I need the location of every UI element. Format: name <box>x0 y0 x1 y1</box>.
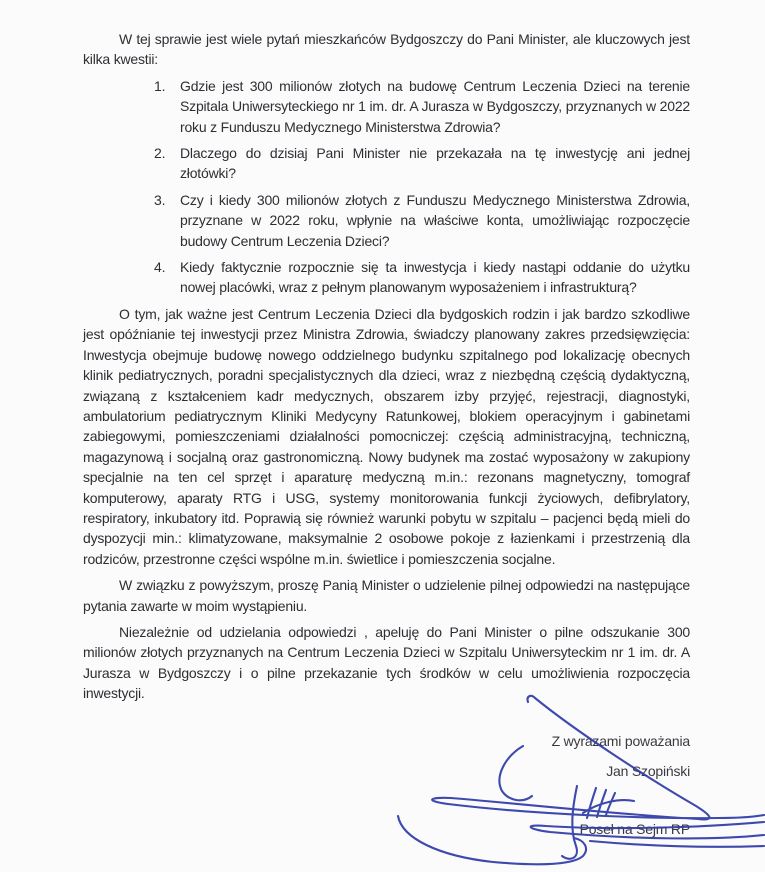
list-item-number: 3. <box>154 191 166 208</box>
body-paragraph-appeal: Niezależnie od udzielania odpowiedzi , apeluję do Pani Minister o pilne odszukanie 300 milionów złotych przyznanych na Centrum Leczenia Dzieci w Szpitalu Uniwersyteckim nr 1 im. dr. A Jurasza w Bydgoszczy i o pilne przekazanie tych środków w celu umożliwienia rozpoczęcia inwestycji. <box>83 623 690 702</box>
closing-salutation: Z wyrazami poważania <box>551 733 690 749</box>
list-item <box>154 76 690 137</box>
list-item <box>154 257 690 298</box>
questions-list <box>154 76 690 298</box>
list-item <box>154 190 690 251</box>
list-item-number: 2. <box>154 145 166 162</box>
handwritten-signature-icon <box>378 688 765 872</box>
list-item-number: 4. <box>154 259 166 276</box>
signer-title: Poseł na Sejm RP <box>579 821 690 837</box>
list-item-number: 1. <box>154 77 166 94</box>
list-item <box>154 143 690 184</box>
body-paragraph-request: W związku z powyższym, proszę Panią Minister o udzielenie pilnej odpowiedzi na następujące pytania zawarte w moim wystąpieniu. <box>83 577 690 614</box>
intro-paragraph: W tej sprawie jest wiele pytań mieszkańców Bydgoszczy do Pani Minister, ale kluczowych jest kilka kwestii: <box>83 31 690 68</box>
body-paragraph-scope: O tym, jak ważne jest Centrum Leczenia Dzieci dla bydgoskich rodzin i jak bardzo szkodliwe jest opóźnianie tej inwestycji przez Ministra Zdrowia, świadczy planowany zakres przedsięwzięcia: Inwestycja obejmuje budowę nowego oddzielnego budynku szpitalnego pod lokalizację obecnych klinik pediatrycznych, poradni specjalistycznych dla dzieci, wraz z niezbędną częścią dydaktyczną, związaną z kształceniem kadr medycznych, obszarem izby przyjęć, rejestracji, diagnostyki, ambulatorium pediatrycznym Kliniki Medycyny Ratunkowej, blokiem operacyjnym i gabinetami zabiegowymi, pomieszczeniami działalności pomocniczej: częścią administracyjną, techniczną, magazynową i socjalną oraz gastronomiczną. Nowy budynek ma zostać wyposażony w zakupiony specjalnie na ten cel sprzęt i aparaturę medyczną m.in.: rezonans magnetyczny, tomograf komputerowy, aparaty RTG i USG, systemy monitorowania funkcji życiowych, defibrylatory, respiratory, inkubatory itd. Poprawią się również warunki pobytu w szpitalu – pacjenci będą mieli do dyspozycji min.: klimatyzowane, maksymalnie 2 osobowe pokoje z łazienkami i przestrzenią dla rodziców, przestronne części wspólne m.in. świetlice i pomieszczenia socjalne. <box>83 305 690 567</box>
signer-name: Jan Szopiński <box>606 763 690 779</box>
letter-body <box>83 29 690 710</box>
list-item-text: Gdzie jest 300 milionów złotych na budowę Centrum Leczenia Dzieci na terenie Szpitala Uniwersyteckiego nr 1 im. dr. A Jurasza w Bydgoszczy, przyznanych w 2022 roku z Funduszu Medycznego Ministerstwa Zdrowia? <box>180 77 690 135</box>
list-item-text: Czy i kiedy 300 milionów złotych z Funduszu Medycznego Ministerstwa Zdrowia, przyznane w 2022 roku, wpłynie na właściwe konta, umożliwiając rozpoczęcie budowy Centrum Leczenia Dzieci? <box>180 191 690 249</box>
list-item-text: Dlaczego do dzisiaj Pani Minister nie przekazała na tę inwestycję ani jednej złotówki? <box>180 145 690 182</box>
list-item-text: Kiedy faktycznie rozpocznie się ta inwestycja i kiedy nastąpi oddanie do użytku nowej placówki, wraz z pełnym planowanym wyposażeniem i infrastrukturą? <box>180 259 690 296</box>
signature-ink <box>398 696 764 864</box>
